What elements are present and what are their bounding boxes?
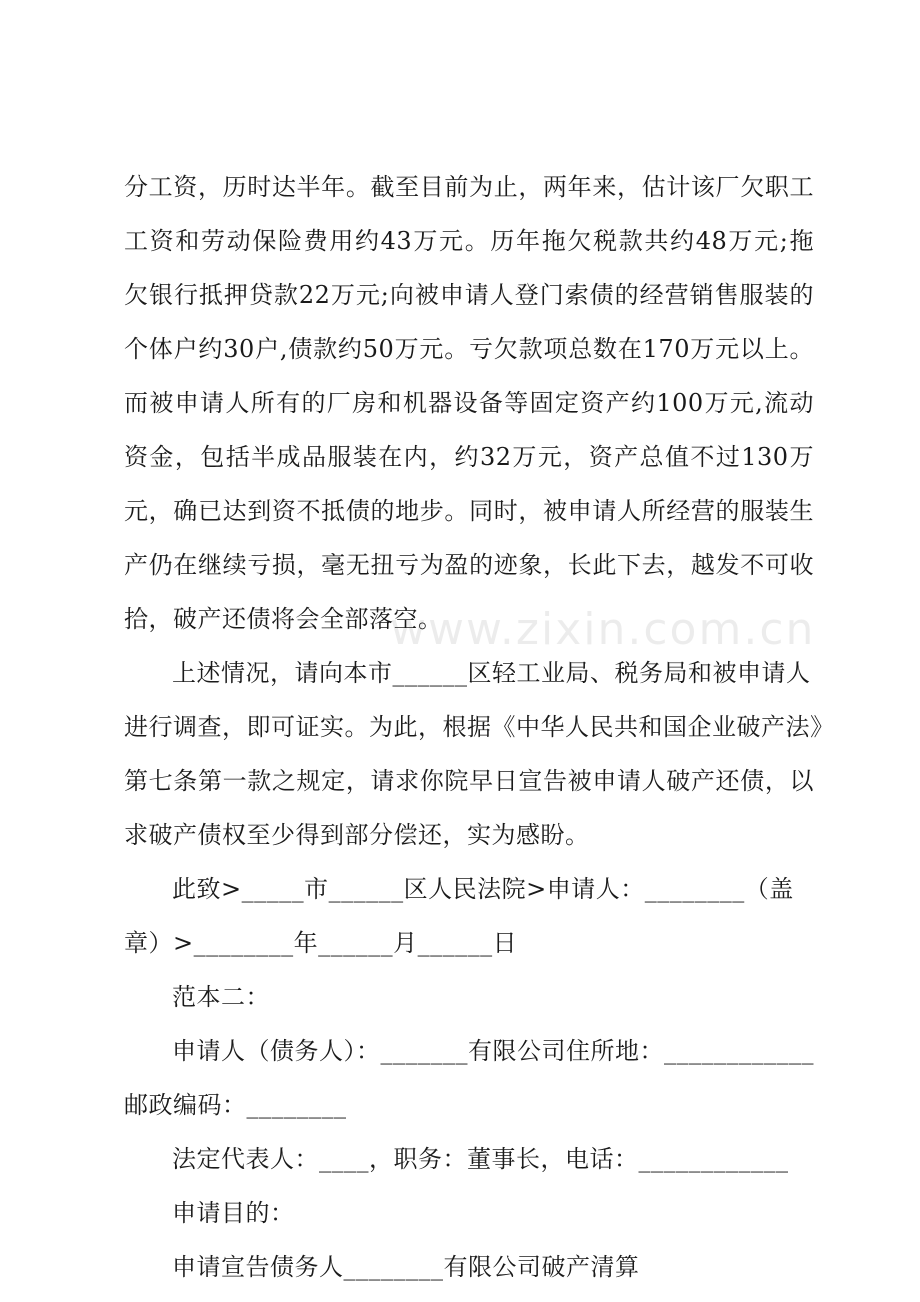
salutation-line: 此致>_____市______区人民法院>申请人：________（盖 <box>172 875 794 903</box>
body-line-6: 资金，包括半成品服装在内，约32万元，资产总值不过130万 <box>124 443 814 471</box>
body-line-10: 上述情况，请向本市______区轻工业局、税务局和被申请人 <box>172 659 811 687</box>
body-line-7: 元，确已达到资不抵债的地步。同时，被申请人所经营的服装生 <box>124 497 814 525</box>
date-line: 章）>________年______月______日 <box>124 929 518 957</box>
postcode-line: 邮政编码：________ <box>124 1091 347 1119</box>
watermark: www.zixin.com.cn <box>390 604 816 655</box>
purpose-heading: 申请目的： <box>172 1199 295 1227</box>
body-line-4: 个体户约30户,债款约50万元。亏欠款项总数在170万元以上。 <box>124 335 814 363</box>
legal-rep-line: 法定代表人：____，职务：董事长，电话：____________ <box>172 1145 789 1173</box>
body-line-2: 工资和劳动保险费用约43万元。历年拖欠税款共约48万元;拖 <box>124 227 814 255</box>
purpose-line: 申请宣告债务人________有限公司破产清算 <box>172 1253 640 1281</box>
body-line-9: 拾，破产还债将会全部落空。 <box>124 605 443 633</box>
body-line-8: 产仍在继续亏损，毫无扭亏为盈的迹象，长此下去，越发不可收 <box>124 551 814 579</box>
body-line-5: 而被申请人所有的厂房和机器设备等固定资产约100万元,流动 <box>124 389 814 417</box>
template-two-heading: 范本二： <box>172 983 270 1011</box>
body-line-1: 分工资，历时达半年。截至目前为止，两年来，估计该厂欠职工 <box>124 173 814 201</box>
body-line-12: 第七条第一款之规定，请求你院早日宣告被申请人破产还债，以 <box>124 767 814 795</box>
applicant-line: 申请人（债务人）：_______有限公司住所地：____________ <box>172 1037 814 1065</box>
body-line-11: 进行调查，即可证实。为此，根据《中华人民共和国企业破产法》 <box>124 713 835 741</box>
body-line-3: 欠银行抵押贷款22万元;向被申请人登门索债的经营销售服装的 <box>124 281 814 309</box>
body-line-13: 求破产债权至少得到部分偿还，实为感盼。 <box>124 821 590 849</box>
